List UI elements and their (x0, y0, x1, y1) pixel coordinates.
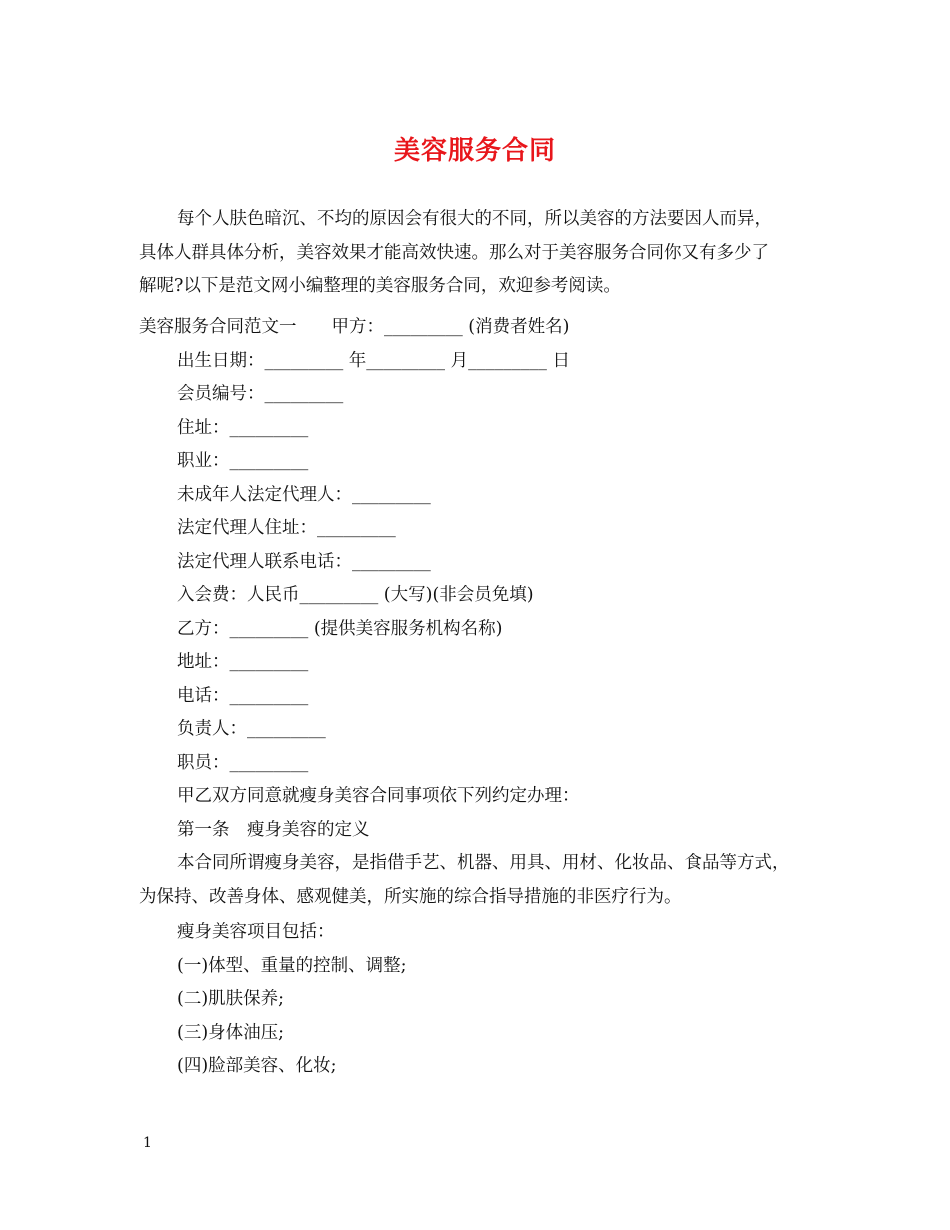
paragraph-line: 解呢?以下是范文网小编整理的美容服务合同，欢迎参考阅读。 (139, 276, 621, 296)
form-field-line: 法定代理人住址：_________ (177, 518, 396, 538)
paragraph-line: 瘦身美容项目包括： (177, 922, 335, 942)
list-item: (四)脸部美容、化妆; (177, 1056, 337, 1076)
form-field-line: 职员：_________ (177, 753, 309, 773)
document-title: 美容服务合同 (393, 136, 556, 166)
list-item: (一)体型、重量的控制、调整; (177, 956, 407, 976)
form-field-line: 职业：_________ (177, 451, 309, 471)
paragraph-line: 为保持、改善身体、感观健美，所实施的综合指导措施的非医疗行为。 (139, 887, 682, 907)
form-field-line: 未成年人法定代理人：_________ (177, 485, 431, 505)
paragraph-line: 本合同所谓瘦身美容，是指借手艺、机器、用具、用材、化妆品、食品等方式， (177, 853, 790, 873)
paragraph-line: 甲乙双方同意就瘦身美容合同事项依下列约定办理： (177, 786, 580, 806)
paragraph-line: 美容服务合同范文一 甲方：_________ (消费者姓名) (139, 317, 570, 337)
form-field-line: 入会费：人民币_________ (大写)(非会员免填) (177, 585, 534, 605)
paragraph-line: 具体人群具体分析，美容效果才能高效快速。那么对于美容服务合同你又有多少了 (139, 243, 769, 263)
list-item: (三)身体油压; (177, 1023, 285, 1043)
paragraph-line: 每个人肤色暗沉、不均的原因会有很大的不同，所以美容的方法要因人而异， (177, 209, 772, 229)
form-field-line: 出生日期：_________ 年_________ 月_________ 日 (177, 351, 570, 371)
form-field-line: 负责人：_________ (177, 719, 326, 739)
form-field-line: 住址：_________ (177, 418, 309, 438)
article-heading: 第一条 瘦身美容的定义 (177, 820, 370, 840)
form-field-line: 会员编号：_________ (177, 384, 344, 404)
form-field-line: 地址：_________ (177, 652, 309, 672)
page-number: 1 (143, 1135, 152, 1151)
form-field-line: 乙方：_________ (提供美容服务机构名称) (177, 619, 503, 639)
list-item: (二)肌肤保养; (177, 989, 285, 1009)
form-field-line: 电话：_________ (177, 686, 309, 706)
form-field-line: 法定代理人联系电话：_________ (177, 552, 431, 572)
